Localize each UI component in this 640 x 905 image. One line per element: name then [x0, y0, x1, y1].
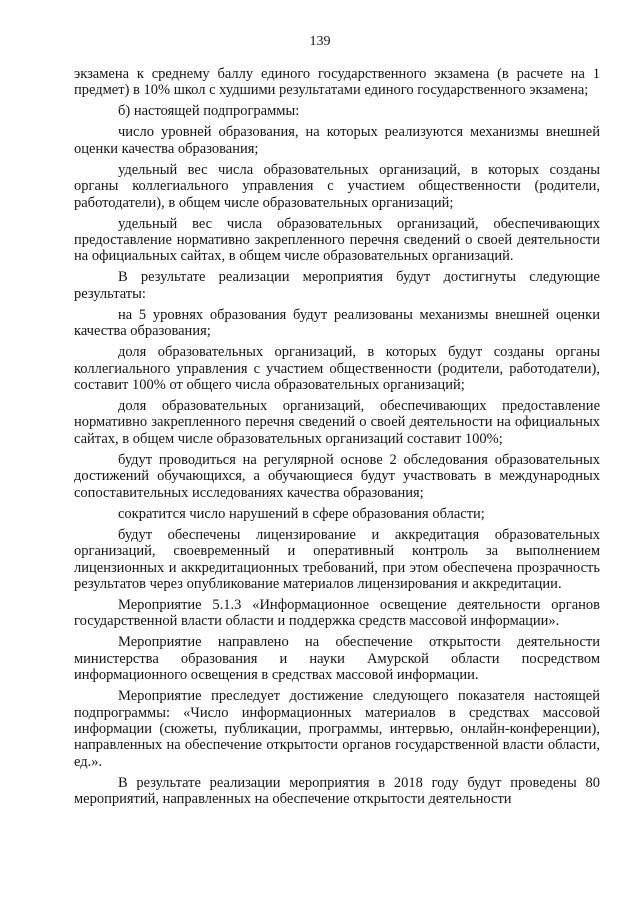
paragraph: сократится число нарушений в сфере образования области; — [118, 505, 485, 522]
paragraph: экзамена к среднему баллу единого государственного экзамена (в расчете на 1 предмет) в 10% школ с худшими результатами единого государственного экзамена; — [74, 66, 600, 99]
paragraph: доля образовательных организаций, обеспечивающих предоставление нормативно закрепленного перечня сведений о своей деятельности на официальных сайтах, в общем числе образовательных организаций составит 100%; — [74, 398, 600, 447]
paragraph: В результате реализации мероприятия будут достигнуты следующие результаты: — [74, 269, 600, 302]
paragraph: будут проводиться на регулярной основе 2 обследования образовательных достижений обучающихся, а обучающиеся будут участвовать в международных сопоставительных исследованиях качества образования; — [74, 451, 600, 501]
paragraph: доля образовательных организаций, в которых будут созданы органы коллегиального управления с участием общественности (родители, работодатели), составит 100% от общего числа образовательных организаций; — [74, 344, 600, 394]
paragraph: б) настоящей подпрограммы: — [118, 103, 300, 120]
paragraph: удельный вес числа образовательных организаций, в которых созданы органы коллегиального управления с участием общественности (родители, работодатели), в общем числе образовательных организаций; — [74, 161, 600, 211]
paragraph: на 5 уровнях образования будут реализованы механизмы внешней оценки качества образования; — [74, 306, 600, 340]
paragraph: Мероприятие направлено на обеспечение открытости деятельности министерства образования и науки Амурской области посредством информационного освещения в средствах массовой информации. — [74, 634, 600, 684]
paragraph: число уровней образования, на которых реализуются механизмы внешней оценки качества образования; — [74, 124, 600, 157]
paragraph: будут обеспечены лицензирование и аккредитация образовательных организаций, своевременный и оперативный контроль за выполнением лицензионных и аккредитационных требований, при этом обеспечена прозрачность результатов через опубликование материалов лицензирования и аккредитации. — [74, 526, 600, 592]
paragraph: В результате реализации мероприятия в 2018 году будут проведены 80 мероприятий, направленных на обеспечение открытости деятельности — [74, 774, 600, 808]
paragraph: удельный вес числа образовательных организаций, обеспечивающих предоставление нормативно закрепленного перечня сведений о своей деятельности на официальных сайтах, в общем числе образовательных организаций. — [74, 215, 600, 265]
body-text — [74, 66, 600, 812]
paragraph: Мероприятие преследует достижение следующего показателя настоящей подпрограммы: «Число информационных материалов в средствах массовой информации (сюжеты, публикации, программы, интервью, онлайн-конференции), направленных на обеспечение открытости органов государственной власти области, ед.». — [74, 688, 600, 770]
page-number: 139 — [309, 34, 331, 49]
paragraph: Мероприятие 5.1.3 «Информационное освещение деятельности органов государственной власти области и поддержка средств массовой информации». — [74, 596, 600, 630]
